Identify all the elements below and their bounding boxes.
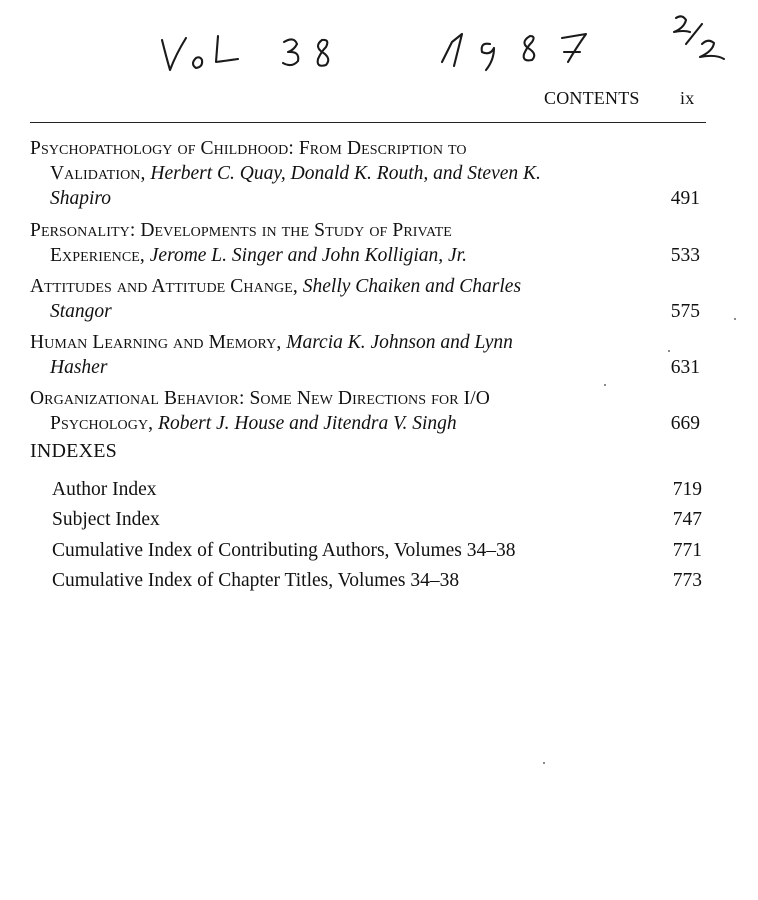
chapter-authors: Marcia K. Johnson and Lynn xyxy=(286,332,513,353)
page-number: 771 xyxy=(672,540,702,561)
scan-speck xyxy=(543,762,545,764)
chapter-title: Experience, xyxy=(50,245,145,266)
page-number: 773 xyxy=(672,570,702,591)
running-head xyxy=(544,88,695,109)
chapter-title: Validation, xyxy=(50,163,146,184)
toc-entry xyxy=(30,274,706,324)
indexes-heading: INDEXES xyxy=(30,440,117,462)
scan-speck xyxy=(734,318,736,320)
page-number: 719 xyxy=(672,479,702,500)
page-number: 747 xyxy=(672,509,702,530)
chapter-authors: Hasher xyxy=(50,357,108,378)
chapter-title: Psychopathology of Childhood: From Description to xyxy=(30,138,467,159)
chapter-title: Psychology, xyxy=(50,413,154,434)
chapter-title: Organizational Behavior: Some New Directions for I/O xyxy=(30,388,490,409)
toc-entry xyxy=(30,218,706,268)
index-label: Cumulative Index of Chapter Titles, Volumes 34–38 xyxy=(52,570,460,591)
toc-entry xyxy=(30,136,706,211)
chapter-title: Attitudes and Attitude Change, xyxy=(30,276,298,297)
chapter-title: Human Learning and Memory, xyxy=(30,332,282,353)
toc-entry xyxy=(30,330,706,380)
page-number: 533 xyxy=(670,245,700,266)
index-entry xyxy=(52,477,700,502)
running-head-title: CONTENTS xyxy=(544,88,640,108)
chapter-authors: Herbert C. Quay, Donald K. Routh, and Steven K. xyxy=(150,163,541,184)
chapter-authors: Stangor xyxy=(50,301,112,322)
index-entry xyxy=(52,507,700,532)
index-label: Cumulative Index of Contributing Authors, Volumes 34–38 xyxy=(52,540,516,561)
scan-speck xyxy=(668,350,670,352)
chapter-authors: Robert J. House and Jitendra V. Singh xyxy=(158,413,457,434)
running-head-page-number: ix xyxy=(680,88,695,108)
index-label: Author Index xyxy=(52,479,157,500)
index-label: Subject Index xyxy=(52,509,160,530)
chapter-authors: Shapiro xyxy=(50,188,112,209)
page-number: 575 xyxy=(670,301,700,322)
toc-entry xyxy=(30,386,706,436)
page-number: 631 xyxy=(670,357,700,378)
chapter-authors: Jerome L. Singer and John Kolligian, Jr. xyxy=(149,245,467,266)
page-number: 669 xyxy=(670,413,700,434)
chapter-authors: Shelly Chaiken and Charles xyxy=(302,276,522,297)
scan-speck xyxy=(604,384,606,386)
index-entry xyxy=(52,538,700,563)
page-number: 491 xyxy=(670,188,700,209)
index-entry xyxy=(52,568,700,593)
header-rule xyxy=(30,122,706,123)
chapter-title: Personality: Developments in the Study of Private xyxy=(30,220,452,241)
handwritten-volume-note xyxy=(150,14,758,74)
